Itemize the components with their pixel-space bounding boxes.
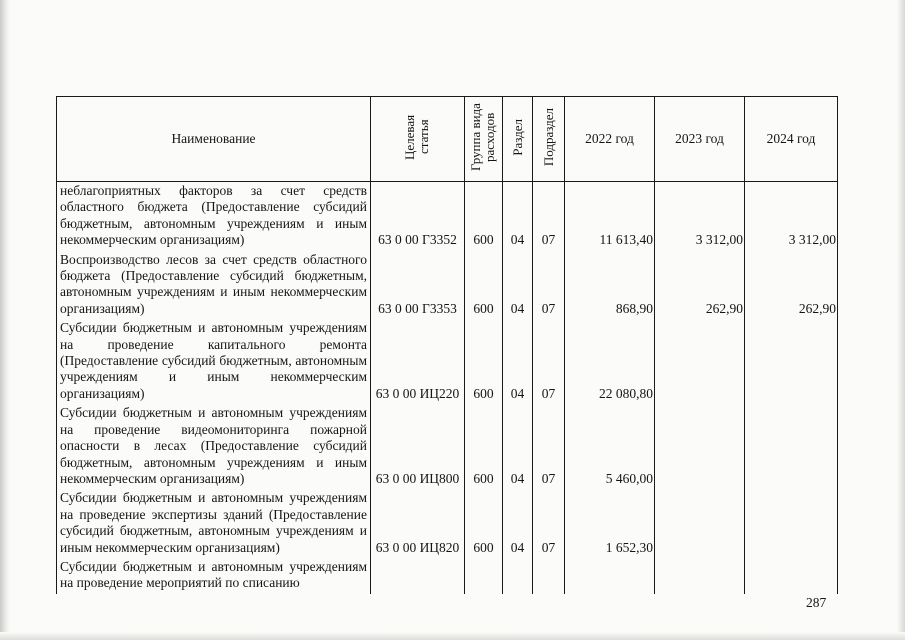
row-2024: 262,90 — [745, 251, 838, 320]
header-2024: 2024 год — [745, 97, 838, 182]
table-header-row — [57, 97, 838, 182]
header-subsection: Подраздел — [540, 107, 556, 167]
row-article: 63 0 00 ИЦ820 — [371, 489, 465, 558]
row-section: 04 — [503, 489, 533, 558]
row-section — [503, 558, 533, 594]
table-row — [57, 182, 838, 251]
row-name: Воспроизводство лесов за счет средств областного бюджета (Предоставление субсидий бюджетным, автономным учреждениям и иным некоммерческим организациям) — [57, 251, 371, 320]
row-2022 — [565, 558, 655, 594]
row-2024 — [745, 489, 838, 558]
table-row — [57, 251, 838, 320]
row-2024 — [745, 558, 838, 594]
row-2022: 1 652,30 — [565, 489, 655, 558]
row-article: 63 0 00 ИЦ220 — [371, 319, 465, 404]
row-2022: 11 613,40 — [565, 182, 655, 251]
header-name: Наименование — [57, 97, 371, 182]
page-number: 287 — [806, 595, 827, 610]
row-group: 600 — [465, 489, 503, 558]
row-group: 600 — [465, 319, 503, 404]
header-expense-group: Группа вида расходов — [467, 103, 497, 171]
header-expense-group-cell — [465, 97, 503, 182]
row-name: Субсидии бюджетным и автономным учреждениям на проведение видеомониторинга пожарной опасности в лесах (Предоставление субсидий бюджетным, автономным учреждениям и иным некоммерческим организациям) — [57, 404, 371, 489]
header-section-cell — [503, 97, 533, 182]
row-subsection: 07 — [533, 489, 565, 558]
row-subsection — [533, 558, 565, 594]
row-article: 63 0 00 Г3352 — [371, 182, 465, 251]
row-2023 — [655, 319, 745, 404]
row-2023 — [655, 404, 745, 489]
row-article — [371, 558, 465, 594]
row-2024 — [745, 404, 838, 489]
scan-left-edge — [0, 0, 10, 640]
header-subsection-cell — [533, 97, 565, 182]
header-section: Раздел — [509, 118, 525, 156]
header-2022: 2022 год — [565, 97, 655, 182]
header-article: Целевая статья — [401, 114, 431, 160]
row-2022: 5 460,00 — [565, 404, 655, 489]
row-subsection: 07 — [533, 404, 565, 489]
row-name: Субсидии бюджетным и автономным учреждениям на проведение экспертизы зданий (Предоставление субсидий бюджетным, автономным учреждениям и иным некоммерческим организациям) — [57, 489, 371, 558]
row-name: неблагоприятных факторов за счет средств областного бюджета (Предоставление субсидий бюджетным, автономным учреждениям и иным некоммерческим организациям) — [57, 182, 371, 251]
row-group: 600 — [465, 182, 503, 251]
row-section: 04 — [503, 319, 533, 404]
row-section: 04 — [503, 182, 533, 251]
row-subsection: 07 — [533, 319, 565, 404]
row-2023 — [655, 558, 745, 594]
row-article: 63 0 00 Г3353 — [371, 251, 465, 320]
row-group: 600 — [465, 404, 503, 489]
row-group: 600 — [465, 251, 503, 320]
table-row — [57, 404, 838, 489]
row-2024 — [745, 319, 838, 404]
row-subsection: 07 — [533, 182, 565, 251]
row-article: 63 0 00 ИЦ800 — [371, 404, 465, 489]
budget-table — [56, 96, 838, 594]
scan-right-edge — [897, 0, 905, 640]
table-row — [57, 319, 838, 404]
row-2022: 868,90 — [565, 251, 655, 320]
row-name: Субсидии бюджетным и автономным учреждениям на проведение мероприятий по списанию — [57, 558, 371, 594]
row-2024: 3 312,00 — [745, 182, 838, 251]
row-subsection: 07 — [533, 251, 565, 320]
table-row — [57, 489, 838, 558]
table-row — [57, 558, 838, 594]
row-2022: 22 080,80 — [565, 319, 655, 404]
header-article-cell — [371, 97, 465, 182]
row-2023 — [655, 489, 745, 558]
row-group — [465, 558, 503, 594]
row-2023: 3 312,00 — [655, 182, 745, 251]
scan-bottom-edge — [0, 632, 905, 640]
header-2023: 2023 год — [655, 97, 745, 182]
row-section: 04 — [503, 404, 533, 489]
row-name: Субсидии бюджетным и автономным учреждениям на проведение капитального ремонта (Предоставление субсидий бюджетным, автономным учреждениям и иным некоммерческим организациям) — [57, 319, 371, 404]
row-2023: 262,90 — [655, 251, 745, 320]
row-section: 04 — [503, 251, 533, 320]
